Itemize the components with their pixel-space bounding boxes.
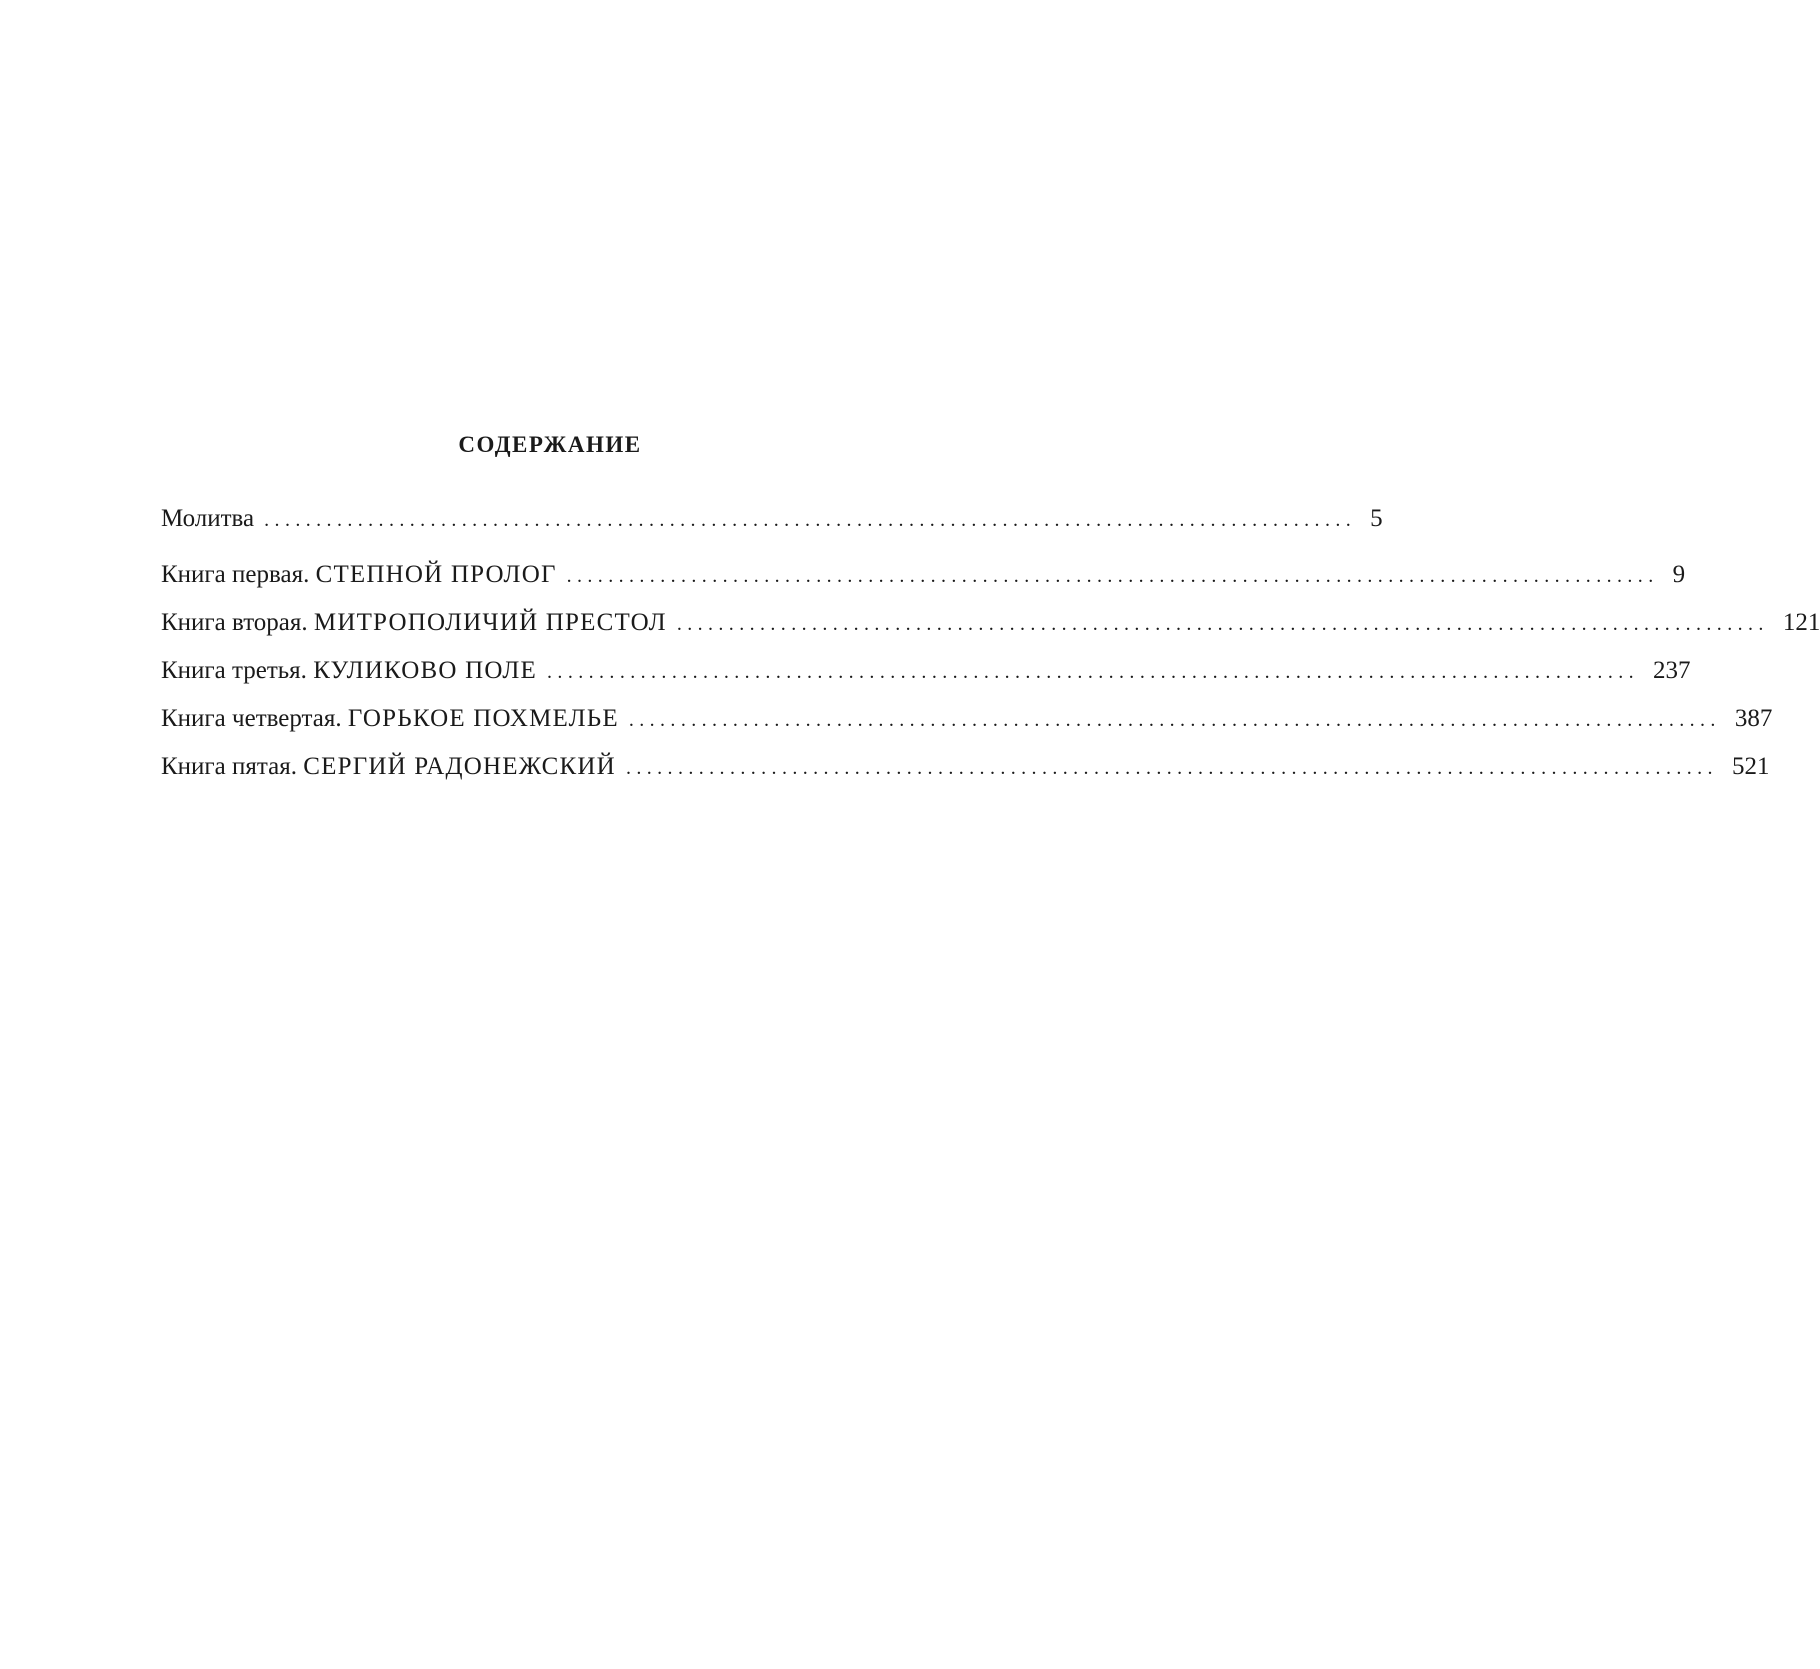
- toc-entry-page: 5: [1370, 505, 1383, 532]
- toc-entry-subtitle: СТЕПНОЙ ПРОЛОГ: [315, 561, 557, 588]
- toc-entry-book-3[interactable]: [161, 654, 1691, 688]
- toc-entry-label: [161, 702, 619, 736]
- toc-entry-prayer[interactable]: [161, 502, 1383, 536]
- toc-entry-subtitle: ГОРЬКОЕ ПОХМЕЛЬЕ: [347, 705, 619, 732]
- toc-entry-page: 521: [1731, 753, 1770, 780]
- toc-entry-page: 237: [1653, 657, 1691, 684]
- toc-entry-book-1[interactable]: [161, 558, 1686, 592]
- toc-entry-book-number: Книга первая.: [161, 561, 310, 588]
- dot-leader: .........................................................................................................: [547, 661, 1640, 683]
- toc-entry-book-4[interactable]: [161, 702, 1773, 736]
- toc-entry-page: 9: [1672, 561, 1686, 588]
- toc-entry-book-number: Книга четвертая.: [161, 705, 342, 732]
- toc-entry-page: 121: [1782, 609, 1820, 636]
- dot-leader: .........................................................................................................: [264, 509, 1357, 531]
- toc-entry-book-number: Книга пятая.: [161, 753, 297, 780]
- toc-entry-subtitle: КУЛИКОВО ПОЛЕ: [313, 657, 538, 684]
- toc-entry-label: [161, 558, 557, 592]
- toc-entry-book-number: Книга третья.: [161, 657, 307, 684]
- toc-entry-subtitle: МИТРОПОЛИЧИЙ ПРЕСТОЛ: [313, 609, 667, 636]
- toc-entry-label: [161, 502, 254, 536]
- toc-entry-label: [161, 654, 537, 688]
- toc-entry-page: 387: [1734, 705, 1773, 732]
- toc-entry-book-2[interactable]: [161, 606, 1820, 640]
- dot-leader: .........................................................................................................: [625, 757, 1718, 779]
- toc-entry-label: [161, 750, 616, 784]
- toc-entry-book-number: Книга вторая.: [161, 609, 308, 636]
- dot-leader: .........................................................................................................: [566, 565, 1659, 587]
- toc-entry-book-5[interactable]: [161, 750, 1770, 784]
- toc-title: СОДЕРЖАНИЕ: [458, 432, 642, 457]
- toc-entry-label: [161, 606, 667, 640]
- dot-leader: .........................................................................................................: [676, 613, 1769, 635]
- toc-entry-subtitle: СЕРГИЙ РАДОНЕЖСКИЙ: [303, 753, 616, 780]
- dot-leader: .........................................................................................................: [628, 709, 1721, 731]
- toc-entry-title: Молитва: [161, 505, 255, 532]
